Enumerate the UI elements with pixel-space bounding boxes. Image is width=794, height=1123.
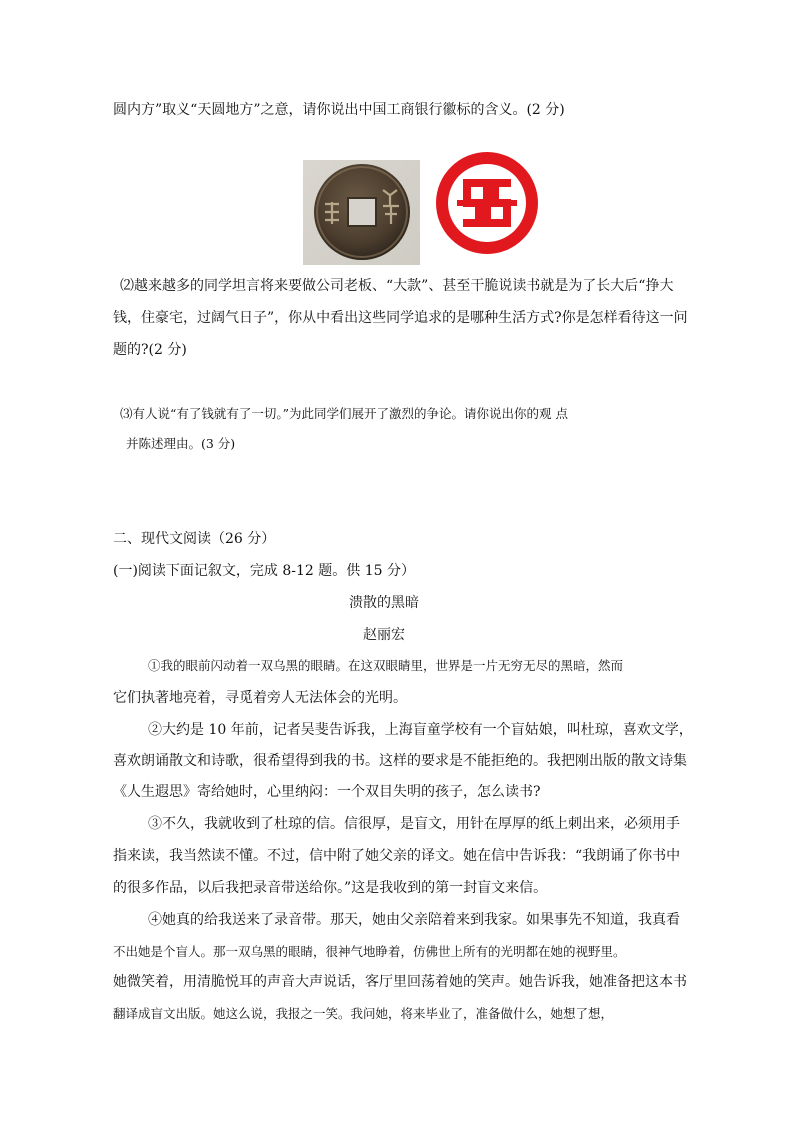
article-line-7: 指来读，我当然读不懂。不过，信中附了她父亲的译文。她在信中告诉我：“我朗诵了你书中 — [113, 848, 681, 864]
article-line-12: 翻译成盲文出版。她这么说，我报之一笑。我问她，将来毕业了，准备做什么，她想了想， — [113, 1006, 614, 1021]
ancient-coin-image — [303, 160, 420, 265]
article-line-1: ①我的眼前闪动着一双乌黑的眼睛。在这双眼睛里，世界是一片无穷无尽的黑暗，然而 — [148, 658, 624, 673]
question-7-3-line2: 并陈述理由。(3 分) — [126, 436, 236, 451]
question-7-3-line1: ⑶有人说“有了钱就有了一切。”为此同学们展开了激烈的争论。请你说出你的观 点 — [120, 406, 569, 421]
article-author: 赵丽宏 — [363, 627, 405, 643]
icbc-logo-icon — [434, 150, 540, 256]
article-line-4: 喜欢朗诵散文和诗歌，很希望得到我的书。这样的要求是不能拒绝的。我把刚出版的散文诗集 — [113, 753, 687, 769]
article-line-11: 她微笑着，用清脆悦耳的声音大声说话，客厅里回荡着她的笑声。她告诉我，她准备把这本书 — [113, 974, 687, 990]
question-7-2-line1: ⑵越来越多的同学坦言将来要做公司老板、“大款”、甚至干脆说读书就是为了长大后“挣大 — [120, 278, 674, 294]
article-line-2: 它们执著地亮着，寻觅着旁人无法体会的光明。 — [113, 690, 407, 706]
section-2-subheading: (一)阅读下面记叙文，完成 8-12 题。供 15 分） — [113, 563, 415, 579]
question-7-2-line2: 钱，住豪宅，过阔气日子”，你从中看出这些同学追求的是哪种生活方式?你是怎样看待这一问 — [113, 310, 688, 326]
article-line-8: 的很多作品，以后我把录音带送给你。”这是我收到的第一封盲文来信。 — [113, 880, 548, 896]
article-line-3: ②大约是 10 年前，记者吴斐告诉我，上海盲童学校有一个盲姑娘，叫杜琼，喜欢文学， — [148, 722, 693, 738]
article-line-9: ④她真的给我送来了录音带。那天，她由父亲陪着来到我家。如果事先不知道，我真看 — [148, 912, 680, 928]
article-line-6: ③不久，我就收到了杜琼的信。信很厚，是盲文，用针在厚厚的纸上刺出来，必须用手 — [148, 816, 680, 832]
section-2-heading: 二、现代文阅读（26 分） — [113, 531, 276, 547]
question-7-intro: 圆内方”取义“天圆地方”之意，请你说出中国工商银行徽标的含义。(2 分) — [113, 102, 565, 118]
article-line-10: 不出她是个盲人。那一双乌黑的眼睛，很神气地睁着，仿佛世上所有的光明都在她的视野里。 — [113, 944, 626, 959]
question-7-2-line3: 题的?(2 分) — [113, 342, 187, 358]
article-line-5: 《人生遐思》寄给她时，心里纳闷：一个双目失明的孩子，怎么读书? — [113, 784, 541, 800]
article-title: 溃散的黑暗 — [349, 595, 419, 611]
